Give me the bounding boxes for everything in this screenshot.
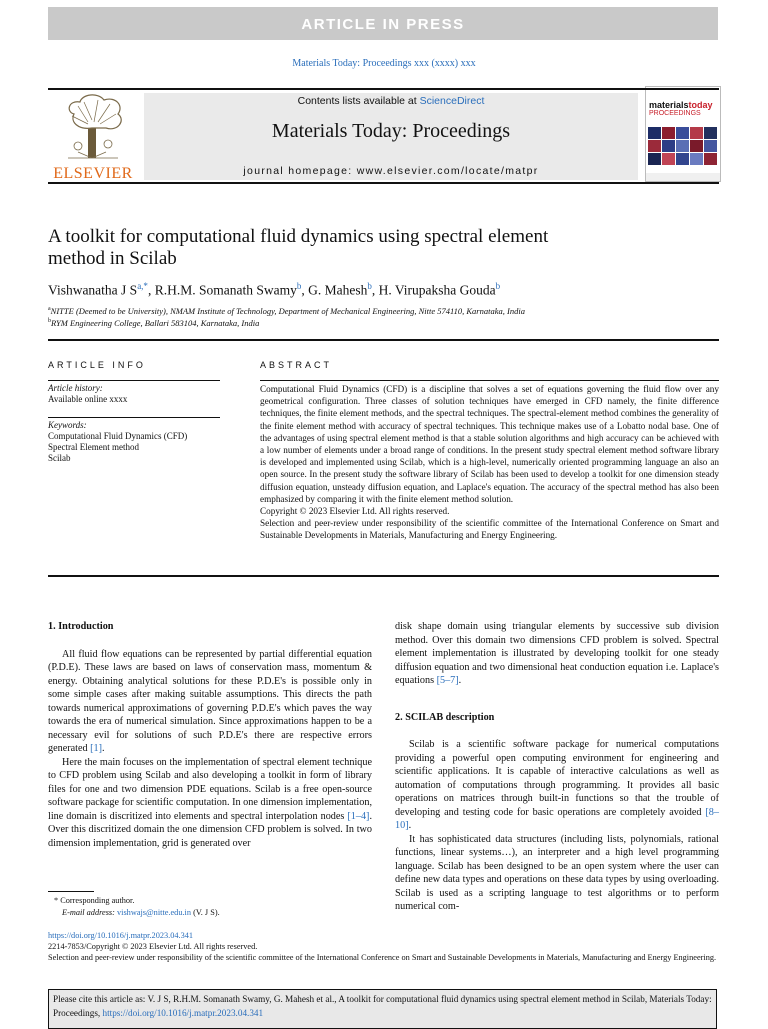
affiliation-b: $^b$RYM Engineering College, Ballari 583104, Karnataka, India xyxy=(48,318,260,328)
sciencedirect-link[interactable]: ScienceDirect xyxy=(419,95,485,107)
cite-box: Please cite this article as: V. J S, R.H.M. Somanath Swamy, G. Mahesh et al., A toolkit for computational fluid dynamics using spectral element method in Scilab, Materials Today: Proceedings, https://doi.org/10.1016/j.matpr.2023.04.341 xyxy=(48,989,717,1029)
header-bottom-rule xyxy=(48,182,719,184)
abstract-body: Computational Fluid Dynamics (CFD) is a discipline that solves a set of equations governing the fluid flow over any geometrical configuration. Three classes of solution techniques have emerged in CFD namely, the finite difference techniques, the finite element methods, and the spectral techniques. The spectral-element method combines the generality of the finite element method with accuracy of spectral techniques. This technique makes use of a Lobatto nodal base. One of the advantages of using spectral element method is that a stable solution algorithms and high accuracy can be achieved with a low number of elements under a broad range of conditions. In the present study spectral element method software library is developed and implemented using Scilab, which is a high-level, numerically oriented programming language an also an open source. In the present study the software library of Scilab has been used to develop a toolkit for one dimension steady diffusion equation, unsteady diffusion equation, and Laplace's equation. The accuracy of the spectral method has also been emphasized by comparing it with the finite element method solution. Copyright © 2023 Elsevier Ltd. All rights reserved. Selection and peer-review under responsibility of the scientific committee of the International Conference on Smart and Sustainable Developments in Materials, Manufacturing and Energy Engineering. xyxy=(260,384,719,541)
cover-footer-strip xyxy=(646,173,720,181)
abstract-copyright: Copyright © 2023 Elsevier Ltd. All rights reserved. xyxy=(260,506,450,517)
keywords-block: Keywords: Computational Fluid Dynamics (CFD) Spectral Element method Scilab xyxy=(48,420,248,464)
journal-homepage-link[interactable]: journal homepage: www.elsevier.com/locate/matpr xyxy=(243,165,539,177)
intro-continuation: disk shape domain using triangular elements by successive sub division method. Over this domain two dimensions CFD problem is solved. Spectral element implementation is illustrated by developing toolkit for one steady diffusion equation and two dimensional heat conduction equation i.e. Laplace's equations [5–7]. xyxy=(395,621,719,686)
history-rule xyxy=(48,417,220,418)
ref-link[interactable]: [8–10] xyxy=(395,806,719,831)
author[interactable]: G. Mahesh xyxy=(308,282,368,298)
right-column xyxy=(395,620,719,914)
article-info-heading: ARTICLE INFO xyxy=(48,360,146,370)
abstract-bottom-rule xyxy=(48,575,719,577)
author-list: Vishwanatha J $S^{a,*}$, R.H.M. Somanath Swamy$^b$, G. Mahesh$^b$, H. Virupaksha Gouda$^b$ xyxy=(48,281,501,298)
cover-title: materialstoday xyxy=(649,100,713,110)
article-info-rule xyxy=(48,380,220,381)
affiliation-a: $^a$NITTE (Deemed to be University), NMAM Institute of Technology, Department of Mechanical Engineering, Nitte 574110, Karnataka, India xyxy=(48,306,525,316)
introduction-heading: 1. Introduction xyxy=(48,621,114,632)
bottom-info xyxy=(48,930,719,963)
header-top-rule xyxy=(48,88,719,90)
abstract-rule xyxy=(260,380,719,381)
intro-paragraph-2: Here the main focuses on the implementation of spectral element technique to CFD problem using Scilab and also developing a toolkit in form of library files for one and two dimension PDE equations. Scilab is a free open-source software package for scientific computation. In one dimension implementation, line domain is discritized into elements and spectral interpolation nodes [1–4]. Over this discritized domain the one dimension CFD problem is solved. In two dimension implementation, grid is generated over xyxy=(48,756,372,849)
ref-link[interactable]: [1] xyxy=(90,743,103,754)
ref-link[interactable]: [1–4] xyxy=(347,810,370,822)
abstract-selection: Selection and peer-review under responsibility of the scientific committee of the International Conference on Smart and Sustainable Developments in Materials, Manufacturing and Energy Engineering. xyxy=(260,518,719,541)
footnote-rule xyxy=(48,891,94,892)
scilab-heading: 2. SCILAB description xyxy=(395,711,495,723)
email-link[interactable]: vishwajs@nitte.edu.in xyxy=(117,908,192,917)
cover-image-grid xyxy=(648,127,717,165)
doi-link[interactable]: https://doi.org/10.1016/j.matpr.2023.04.341 xyxy=(48,931,194,940)
author[interactable]: Vishwanatha J S xyxy=(48,282,138,298)
journal-citation-link[interactable]: Materials Today: Proceedings xxx (xxxx) xxx xyxy=(292,58,476,69)
abstract-heading: ABSTRACT xyxy=(260,360,333,370)
journal-name: Materials Today: Proceedings xyxy=(271,120,511,142)
elsevier-tree-icon xyxy=(48,92,138,162)
keyword[interactable]: Scilab xyxy=(48,453,71,463)
footnote: * Corresponding author. E-mail address: vishwajs@nitte.edu.in (V. J S). xyxy=(54,896,220,917)
scilab-paragraph-1: Scilab is a scientific software package for numerical computations providing a powerful open computing environment for engineering and scientific applications. It is capable of interactive calculations as well as automation of computations through programming. It provides all basic operations on matrices through built-in functions so that the trouble of developing and testing code for basic operations are completely avoided [8–10]. xyxy=(395,739,719,831)
keyword[interactable]: Computational Fluid Dynamics (CFD) xyxy=(48,431,188,441)
author[interactable]: R.H.M. Somanath Swamy xyxy=(154,282,297,298)
elsevier-wordmark: ELSEVIER xyxy=(53,165,133,182)
author[interactable]: H. Virupaksha Gouda xyxy=(378,282,496,298)
intro-paragraph-1: All fluid flow equations can be represented by partial differential equation (P.D.E). These laws are based on laws of conservation mass, momentum & energy. Obtaining analytical solutions for these P.D.E's is possible only in some simple cases after making suitable assumptions. This directs the path towards numerical approximations of governing P.D.E's which paves the way towards the era of numerical simulation. Since approximations happen to be a necessary evil for solutions of such P.D.E's there are respective errors generated [1]. xyxy=(48,648,372,754)
scilab-paragraph-2: It has sophisticated data structures (including lists, polynomials, rational functions, linear systems…), an interpreter and a high level programming language. Scilab has been designed to be an open system where the user can define new data types and operations on these data types by using overloading. Scilab is used as a scripting language to test algorithms or to perform numerical com- xyxy=(395,833,719,912)
elsevier-logo[interactable] xyxy=(48,92,138,180)
affiliation-rule xyxy=(48,339,719,341)
article-title: A toolkit for computational fluid dynamics using spectral element method in Scilab xyxy=(48,226,549,269)
ref-link[interactable]: [5–7] xyxy=(436,675,459,686)
cover-subtitle: PROCEEDINGS xyxy=(649,110,701,117)
journal-cover-thumbnail[interactable] xyxy=(645,86,721,182)
article-history: Article history: Available online xxxx xyxy=(48,383,128,404)
cite-doi-link[interactable]: https://doi.org/10.1016/j.matpr.2023.04.341 xyxy=(102,1008,264,1018)
article-in-press-banner: ARTICLE IN PRESS xyxy=(48,7,718,40)
contents-line: Contents lists available at ScienceDirect xyxy=(297,95,485,107)
left-column xyxy=(48,620,372,850)
bottom-selection: Selection and peer-review under responsibility of the scientific committee of the International Conference on Smart and Sustainable Developments in Materials, Manufacturing and Energy Engineering. xyxy=(48,953,717,962)
issn-line: 2214-7853/Copyright © 2023 Elsevier Ltd. All rights reserved. xyxy=(48,942,258,951)
keyword[interactable]: Spectral Element method xyxy=(48,442,139,452)
